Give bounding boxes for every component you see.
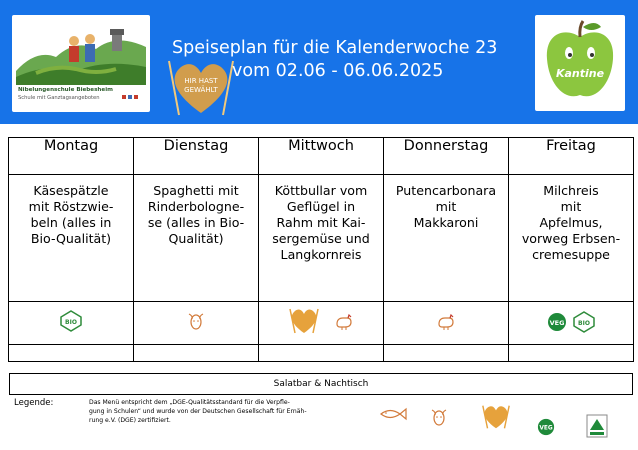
chosen-emblem-icon bbox=[163, 57, 239, 123]
dish-line: Apfelmus, bbox=[539, 215, 603, 230]
emblem-text-2: GEWÄHLT bbox=[184, 86, 218, 94]
header-banner bbox=[0, 0, 638, 124]
svg-text:VEG: VEG bbox=[549, 318, 565, 327]
emblem-text-1: HIR HAST bbox=[184, 77, 218, 85]
salad-bar-row: Salatbar & Nachtisch bbox=[9, 373, 633, 395]
apple-logo-icon bbox=[535, 15, 625, 111]
svg-text:BIO: BIO bbox=[65, 319, 77, 326]
dish-cell bbox=[134, 175, 259, 302]
dish-line: Geflügel in bbox=[286, 199, 356, 214]
vegetarian-icon bbox=[537, 418, 555, 440]
dish-line: Qualität) bbox=[168, 231, 224, 246]
icon-cell bbox=[384, 302, 509, 345]
page-title: Speiseplan für die Kalenderwoche 23 bbox=[172, 38, 498, 58]
day-header-row bbox=[9, 138, 634, 175]
dish-cell bbox=[384, 175, 509, 302]
chosen-emblem-icon bbox=[287, 307, 321, 335]
icon-cell bbox=[9, 302, 134, 345]
empty-cell bbox=[259, 345, 384, 362]
dish-row bbox=[9, 175, 634, 302]
svg-text:BIO: BIO bbox=[578, 319, 590, 327]
dish-cell bbox=[259, 175, 384, 302]
empty-row bbox=[9, 345, 634, 362]
legend-label: Legende: bbox=[14, 398, 54, 408]
empty-cell bbox=[384, 345, 509, 362]
square-icon bbox=[134, 95, 138, 99]
icon-cell bbox=[509, 302, 634, 345]
dish-cell bbox=[509, 175, 634, 302]
dish-line: vorweg Erbsen- bbox=[521, 231, 621, 246]
beef-icon bbox=[185, 310, 207, 332]
bio-icon bbox=[60, 310, 82, 332]
fish-icon bbox=[378, 406, 408, 426]
day-header: Montag bbox=[9, 138, 134, 175]
chicken-icon bbox=[333, 310, 355, 332]
dish-line: Rinderbologne- bbox=[147, 199, 245, 214]
icon-row bbox=[9, 302, 634, 345]
dish-line: Köttbullar vom bbox=[274, 183, 368, 198]
dish-line: se (alles in Bio- bbox=[147, 215, 245, 230]
square-icon bbox=[128, 95, 132, 99]
legend-line: Das Menü entspricht dem „DGE-Qualitätsstandard für die Verpfle- bbox=[89, 399, 290, 406]
chosen-emblem-icon bbox=[480, 402, 512, 436]
bio-icon bbox=[573, 311, 595, 333]
empty-cell bbox=[9, 345, 134, 362]
dish-line: Bio-Qualität) bbox=[30, 231, 112, 246]
day-header: Dienstag bbox=[134, 138, 259, 175]
canteen-logo-text: Kantine bbox=[555, 67, 605, 80]
dish-line: Spaghetti mit bbox=[153, 183, 239, 198]
empty-cell bbox=[509, 345, 634, 362]
day-header: Freitag bbox=[509, 138, 634, 175]
dish-line: Käsespätzle bbox=[33, 183, 109, 198]
empty-cell bbox=[134, 345, 259, 362]
icon-cell bbox=[134, 302, 259, 345]
date-range: vom 02.06 - 06.06.2025 bbox=[232, 61, 444, 81]
legend-line: rung e.V. (DGE) zertifiziert. bbox=[89, 417, 171, 424]
icon-cell bbox=[259, 302, 384, 345]
school-name: Nibelungenschule Biebesheim bbox=[18, 87, 113, 93]
school-logo-graphic-icon bbox=[16, 19, 146, 85]
dish-line: Rahm mit Kai- bbox=[276, 215, 366, 230]
beef-icon bbox=[428, 406, 450, 432]
legend-text bbox=[89, 398, 371, 425]
school-subtitle: Schule mit Ganztagsangeboten bbox=[18, 95, 100, 101]
svg-text:VEG: VEG bbox=[539, 425, 553, 432]
dish-line: sergemüse und bbox=[272, 231, 370, 246]
dish-line: mit Röstzwie- bbox=[28, 199, 114, 214]
dish-line: Putencarbonara bbox=[395, 183, 497, 198]
school-logo bbox=[12, 15, 150, 112]
chicken-icon bbox=[435, 310, 457, 332]
meal-plan-table bbox=[8, 137, 634, 362]
dish-line: mit bbox=[435, 199, 457, 214]
dish-line: beln (alles in bbox=[30, 215, 112, 230]
dish-line: Makkaroni bbox=[413, 215, 479, 230]
dish-line: mit bbox=[560, 199, 582, 214]
dish-line: Milchreis bbox=[543, 183, 599, 198]
dish-line: Langkornreis bbox=[280, 247, 362, 262]
dish-cell bbox=[9, 175, 134, 302]
dge-icon bbox=[586, 414, 608, 442]
dish-line: cremesuppe bbox=[532, 247, 610, 262]
day-header: Mittwoch bbox=[259, 138, 384, 175]
square-icon bbox=[122, 95, 126, 99]
day-header: Donnerstag bbox=[384, 138, 509, 175]
canteen-logo bbox=[535, 15, 625, 111]
legend-line: gung in Schulen“ und wurde von der Deutschen Gesellschaft für Ernäh- bbox=[89, 408, 307, 415]
vegetarian-icon bbox=[547, 312, 567, 332]
